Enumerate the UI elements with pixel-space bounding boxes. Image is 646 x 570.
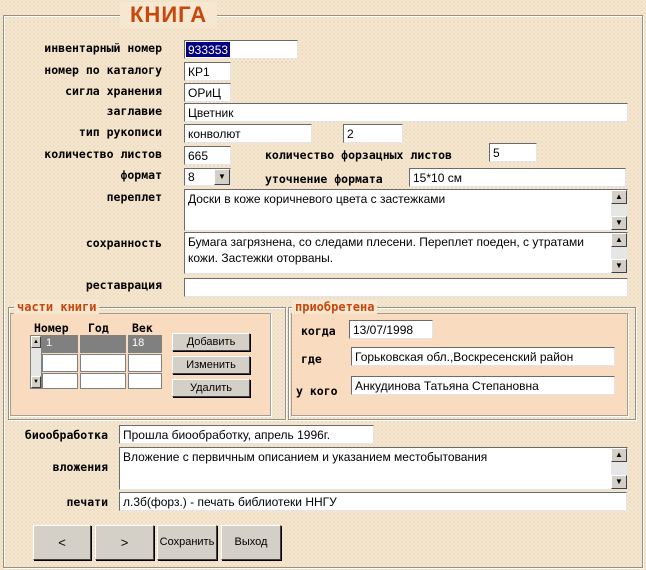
form-title: КНИГА — [120, 2, 217, 28]
parts-cell[interactable] — [42, 354, 78, 372]
manuscript-type-field[interactable]: конволют — [184, 124, 312, 143]
acquired-from-label: у кого — [296, 384, 338, 398]
parts-col-year: Год — [88, 321, 109, 335]
enclosures-label: вложения — [52, 460, 108, 474]
parts-cell[interactable]: 1 — [42, 335, 78, 353]
manuscript-type-count-field[interactable]: 2 — [343, 124, 403, 143]
acquired-when-field[interactable]: 13/07/1998 — [349, 320, 433, 339]
restoration-label: реставрация — [85, 278, 162, 292]
scroll-up-icon[interactable]: ▲ — [611, 190, 627, 204]
enclosures-scrollbar[interactable] — [611, 448, 627, 489]
scroll-down-icon[interactable]: ▼ — [611, 259, 627, 273]
scroll-up-icon[interactable]: ▲ — [611, 233, 627, 247]
biotreatment-field[interactable]: Прошла биообработку, апрель 1996г. — [119, 425, 374, 444]
biotreatment-label: биообработка — [24, 428, 108, 442]
add-part-button[interactable]: Добавить — [172, 333, 250, 351]
storage-siglum-label: сигла хранения — [65, 84, 162, 98]
save-button[interactable]: Сохранить — [157, 525, 217, 560]
acquired-from-field[interactable]: Анкудинова Татьяна Степановна — [351, 376, 615, 395]
condition-label: сохранность — [85, 236, 162, 250]
heading-label: заглавие — [106, 104, 162, 118]
binding-textarea[interactable] — [184, 189, 628, 231]
manuscript-type-label: тип рукописи — [78, 125, 162, 139]
parts-scrollbar[interactable] — [30, 335, 42, 389]
parts-cell[interactable] — [42, 373, 78, 389]
inventory-no-field[interactable] — [184, 40, 298, 59]
chevron-down-icon[interactable]: ▼ — [214, 169, 230, 185]
acquired-where-field[interactable]: Горьковская обл.,Воскресенский район — [351, 347, 615, 366]
format-value: 8 — [188, 170, 195, 184]
storage-siglum-field[interactable]: ОРиЦ — [184, 83, 231, 102]
parts-col-number: Номер — [34, 321, 69, 335]
sheet-count-label: количество листов — [44, 147, 162, 161]
inventory-no-value: 933353 — [188, 43, 229, 57]
flyleaf-count-label: количество форзацных листов — [265, 148, 452, 162]
stamps-label: печати — [66, 495, 108, 509]
scroll-up-icon[interactable]: ▲ — [31, 336, 41, 348]
acquired-title: приобретена — [292, 300, 377, 314]
exit-button[interactable]: Выход — [221, 525, 281, 560]
condition-value: Бумага загрязнена, со следами плесени. Переплет поеден, с утратами кожи. Застежки оторваны. — [188, 235, 584, 265]
scroll-down-icon[interactable]: ▼ — [611, 475, 627, 489]
format-select[interactable] — [184, 168, 231, 186]
scroll-down-icon[interactable]: ▼ — [31, 376, 41, 388]
parts-cell[interactable] — [128, 354, 162, 372]
next-button[interactable]: > — [95, 525, 154, 560]
binding-scrollbar[interactable] — [611, 190, 627, 230]
condition-textarea[interactable] — [184, 232, 628, 274]
stamps-field[interactable]: л.3б(форз.) - печать библиотеки ННГУ — [119, 492, 627, 511]
sheet-count-field[interactable]: 665 — [184, 146, 231, 165]
catalog-no-label: номер по каталогу — [44, 63, 162, 77]
format-detail-field[interactable]: 15*10 см — [409, 168, 626, 187]
parts-cell[interactable] — [80, 335, 126, 353]
acquired-where-label: где — [301, 352, 322, 366]
enclosures-textarea[interactable] — [119, 447, 628, 490]
parts-cell[interactable] — [128, 373, 162, 389]
format-label: формат — [120, 168, 162, 182]
format-detail-label: уточнение формата — [265, 172, 383, 186]
parts-cell[interactable] — [80, 373, 126, 389]
enclosures-value: Вложение с первичным описанием и указанием местобытования — [123, 450, 488, 464]
heading-field[interactable]: Цветник — [184, 103, 628, 122]
scroll-down-icon[interactable]: ▼ — [611, 216, 627, 230]
scroll-up-icon[interactable]: ▲ — [611, 448, 627, 462]
binding-label: переплет — [106, 190, 162, 204]
flyleaf-count-field[interactable]: 5 — [489, 143, 537, 162]
parts-col-century: Век — [132, 321, 153, 335]
binding-value: Доски в коже коричневого цвета с застежками — [188, 192, 446, 206]
parts-cell[interactable] — [80, 354, 126, 372]
prev-button[interactable]: < — [33, 525, 91, 560]
parts-title: части книги — [14, 300, 99, 314]
restoration-field[interactable] — [184, 278, 628, 297]
condition-scrollbar[interactable] — [611, 233, 627, 273]
catalog-no-field[interactable]: КР1 — [184, 62, 231, 81]
delete-part-button[interactable]: Удалить — [172, 379, 250, 397]
inventory-no-label: инвентарный номер — [44, 41, 162, 55]
edit-part-button[interactable]: Изменить — [172, 356, 250, 374]
acquired-when-label: когда — [301, 324, 336, 338]
parts-cell[interactable]: 18 — [128, 335, 162, 353]
